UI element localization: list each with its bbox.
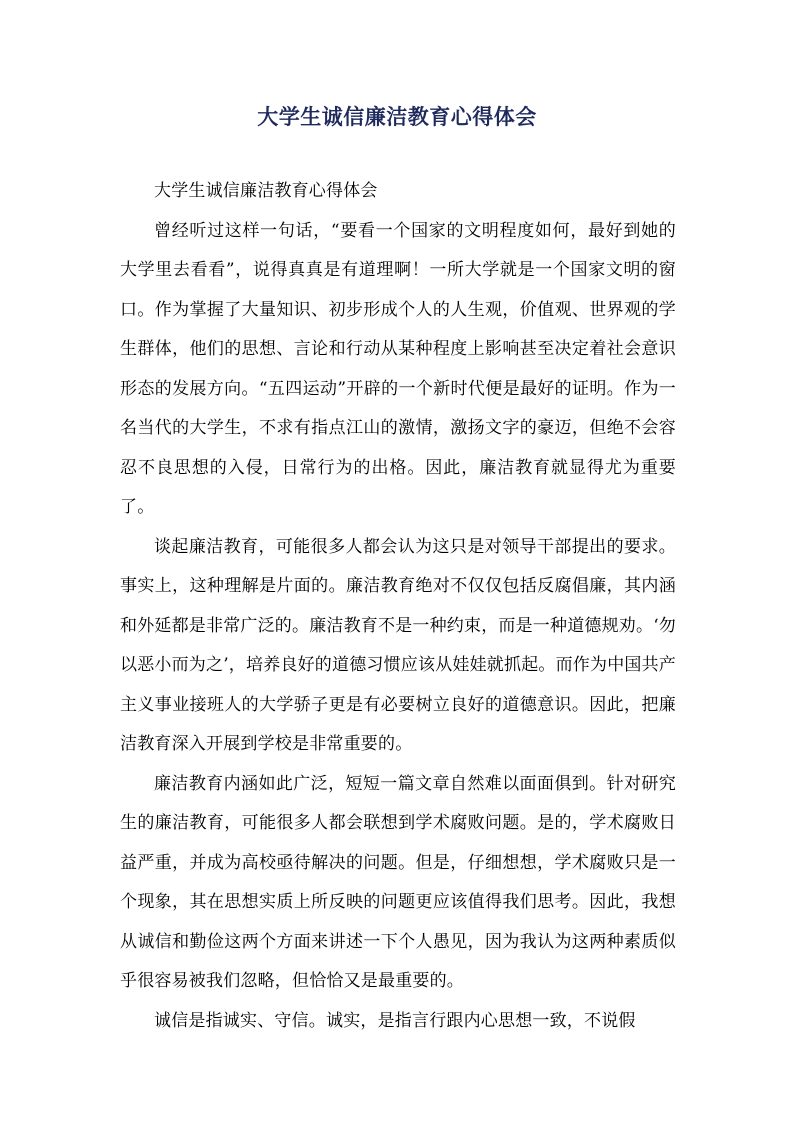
paragraph-1: 曾经听过这样一句话，“要看一个国家的文明程度如何，最好到她的大学里去看看”，说得真真是有道理啊！一所大学就是一个国家文明的窗口。作为掌握了大量知识、初步形成个人的人生观，价值观、世界观的学生群体，他们的思想、言论和行动从某种程度上影响甚至决定着社会意识形态的发展方向。“五四运动”开辟的一个新时代便是最好的证明。作为一名当代的大学生，不求有指点江山的激情，激扬文字的豪迈，但绝不会容忍不良思想的入侵，日常行为的出格。因此，廉洁教育就显得尤为重要了。: [120, 220, 676, 517]
paragraph-2: 谈起廉洁教育，可能很多人都会认为这只是对领导干部提出的要求。事实上，这种理解是片面的。廉洁教育绝对不仅仅包括反腐倡廉，其内涵和外延都是非常广泛的。廉洁教育不是一种约束，而是一种道德规劝。‘勿以恶小而为之’，培养良好的道德习惯应该从娃娃就抓起。而作为中国共产主义事业接班人的大学骄子更是有必要树立良好的道德意识。因此，把廉洁教育深入开展到学校是非常重要的。: [120, 536, 677, 754]
document-body: [120, 172, 676, 1041]
paragraph-subtitle: 大学生诚信廉洁教育心得体会: [154, 181, 378, 201]
paragraph-3: 廉洁教育内涵如此广泛，短短一篇文章自然难以面面俱到。针对研究生的廉洁教育，可能很多人都会联想到学术腐败问题。是的，学术腐败日益严重，并成为高校亟待解决的问题。但是，仔细想想，学术腐败只是一个现象，其在思想实质上所反映的问题更应该值得我们思考。因此，我想从诚信和勤俭这两个方面来讲述一下个人愚见，因为我认为这两种素质似乎很容易被我们忽略，但恰恰又是最重要的。: [120, 773, 676, 991]
paragraph-4: 诚信是指诚实、守信。诚实，是指言行跟内心思想一致，不说假: [154, 1010, 636, 1031]
document-title: 大学生诚信廉洁教育心得体会: [257, 104, 537, 129]
